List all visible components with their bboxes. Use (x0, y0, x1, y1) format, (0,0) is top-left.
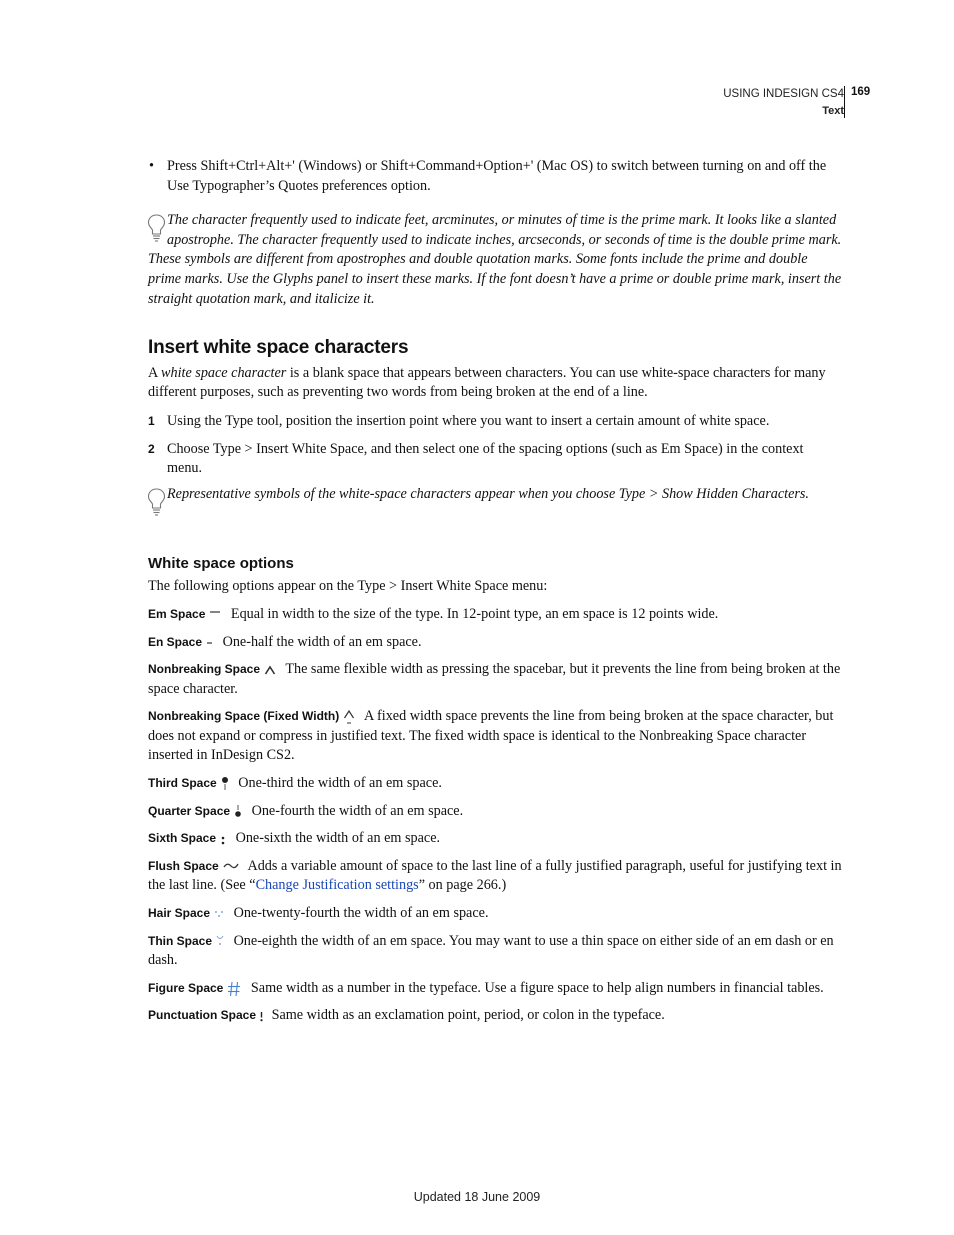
intro-term: white space character (161, 364, 287, 381)
option-term: Flush Space (148, 858, 219, 873)
option-term: Quarter Space (148, 803, 231, 818)
option-desc: Equal in width to the size of the type. In 12-point type, an em space is 12 points wide. (230, 605, 719, 622)
bullet-item (148, 157, 842, 196)
option-term: Nonbreaking Space (Fixed Width) (148, 709, 340, 724)
option-desc: The same flexible width as pressing the spacebar, but it prevents the line from being broken at the space character. (148, 661, 841, 697)
bullet-text: Press Shift+Ctrl+Alt+' (Windows) or Shift+Command+Option+' (Mac OS) to switch between turning on and off the Use Typographer’s Quotes preferences option. (167, 158, 827, 194)
punctuation-space-icon (259, 1010, 264, 1022)
step-2 (148, 440, 842, 479)
option-term: Nonbreaking Space (148, 662, 261, 677)
step-1 (148, 412, 842, 432)
option-term: Third Space (148, 776, 217, 791)
en-space-icon (206, 637, 213, 647)
tip-note-2 (148, 485, 842, 517)
change-justification-link[interactable]: Change Justification settings (255, 877, 419, 894)
intro-text-a: A (148, 364, 162, 381)
option-term: En Space (148, 634, 203, 649)
option-term: Punctuation Space (148, 1008, 257, 1023)
step-text: Using the Type tool, position the insertion point where you want to insert a certain amount of white space. (167, 412, 770, 429)
tip-note (148, 211, 842, 309)
tip-text: Representative symbols of the white-space characters appear when you choose Type > Show Hidden Characters. (167, 485, 809, 502)
header-divider (844, 86, 845, 118)
tip-text: The character frequently used to indicate feet, arcminutes, or minutes of time is the prime mark. It looks like a slanted apostrophe. The character frequently used to indicate inches, arcseconds, or seconds of time is the double prime mark. These symbols are different from apostrophes and double quotation marks. Some fonts include the prime and double prime marks. Use the Glyphs panel to insert these marks. If the font doesn’t have a prime or double prime mark, insert the straight quotation mark, and italicize it. (148, 212, 842, 307)
option-desc: One-third the width of an em space. (238, 775, 442, 792)
section-heading: Insert white space characters (148, 337, 409, 359)
option-term: Em Space (148, 606, 206, 621)
option-nonbreaking-fixed (148, 707, 842, 766)
option-third-space (148, 774, 842, 794)
sixth-space-icon (220, 833, 226, 845)
third-space-icon (221, 776, 229, 792)
option-nonbreaking-space (148, 660, 842, 699)
page-number: 169 (851, 86, 871, 98)
option-flush-space (148, 857, 842, 896)
option-desc: One-half the width of an em space. (222, 633, 422, 650)
option-hair-space (148, 904, 842, 924)
page-body (148, 157, 842, 1026)
option-term: Thin Space (148, 933, 213, 948)
option-figure-space (148, 979, 842, 999)
nonbreaking-space-icon (264, 664, 276, 676)
option-desc-b: ” on page 266.) (418, 877, 507, 894)
option-quarter-space (148, 802, 842, 822)
flush-space-icon (223, 861, 239, 873)
option-term: Hair Space (148, 906, 211, 921)
step-number: 1 (148, 413, 155, 428)
subsection-heading: White space options (148, 554, 294, 572)
intro-text-b: is a blank space that appears between characters. You can use white-space characters for many different purposes, such as preventing two words from being broken at the end of a line. (148, 364, 826, 401)
step-number: 2 (148, 441, 155, 456)
lightbulb-icon (146, 487, 167, 517)
option-desc: Same width as a number in the typeface. Use a figure space to help align numbers in financial tables. (250, 979, 824, 996)
option-term: Sixth Space (148, 831, 217, 846)
option-desc-a: Adds a variable amount of space to the last line of a fully justified paragraph, useful for justifying text in the last line. (See “ (148, 857, 842, 894)
intro-paragraph (148, 364, 842, 403)
option-desc: A fixed width space prevents the line from being broken at the space character, but does not expand or compress in justified text. The fixed width space is identical to the Nonbreaking Space character inserted in InDesign CS2. (148, 708, 834, 764)
options-intro: The following options appear on the Type > Insert White Space menu: (148, 578, 548, 595)
option-desc: One-eighth the width of an em space. You may want to use a thin space on either side of an em dash or en dash. (148, 932, 834, 969)
option-term: Figure Space (148, 980, 224, 995)
option-desc: One-sixth the width of an em space. (235, 830, 441, 847)
figure-space-icon (227, 981, 241, 997)
option-em-space (148, 605, 842, 625)
bullet-dot: • (149, 158, 154, 174)
option-en-space (148, 633, 842, 653)
option-desc: One-fourth the width of an em space. (251, 802, 464, 819)
option-sixth-space (148, 829, 842, 849)
em-space-icon (209, 610, 221, 620)
header-text (723, 86, 844, 120)
hair-space-icon (214, 909, 224, 919)
page-footer: Updated 18 June 2009 (413, 1190, 541, 1204)
option-punctuation-space (148, 1006, 842, 1026)
option-desc: One-twenty-fourth the width of an em space. (233, 905, 489, 922)
step-text: Choose Type > Insert White Space, and then select one of the spacing options (such as Em Space) in the context menu. (167, 440, 804, 477)
quarter-space-icon (234, 803, 242, 819)
option-thin-space (148, 932, 842, 971)
thin-space-icon (216, 934, 224, 948)
option-desc: Same width as an exclamation point, period, or colon in the typeface. (271, 1007, 665, 1024)
section-name: Text (822, 105, 844, 117)
lightbulb-icon (146, 213, 167, 243)
book-title: USING INDESIGN CS4 (723, 88, 844, 100)
nonbreaking-fixed-icon (343, 709, 355, 725)
